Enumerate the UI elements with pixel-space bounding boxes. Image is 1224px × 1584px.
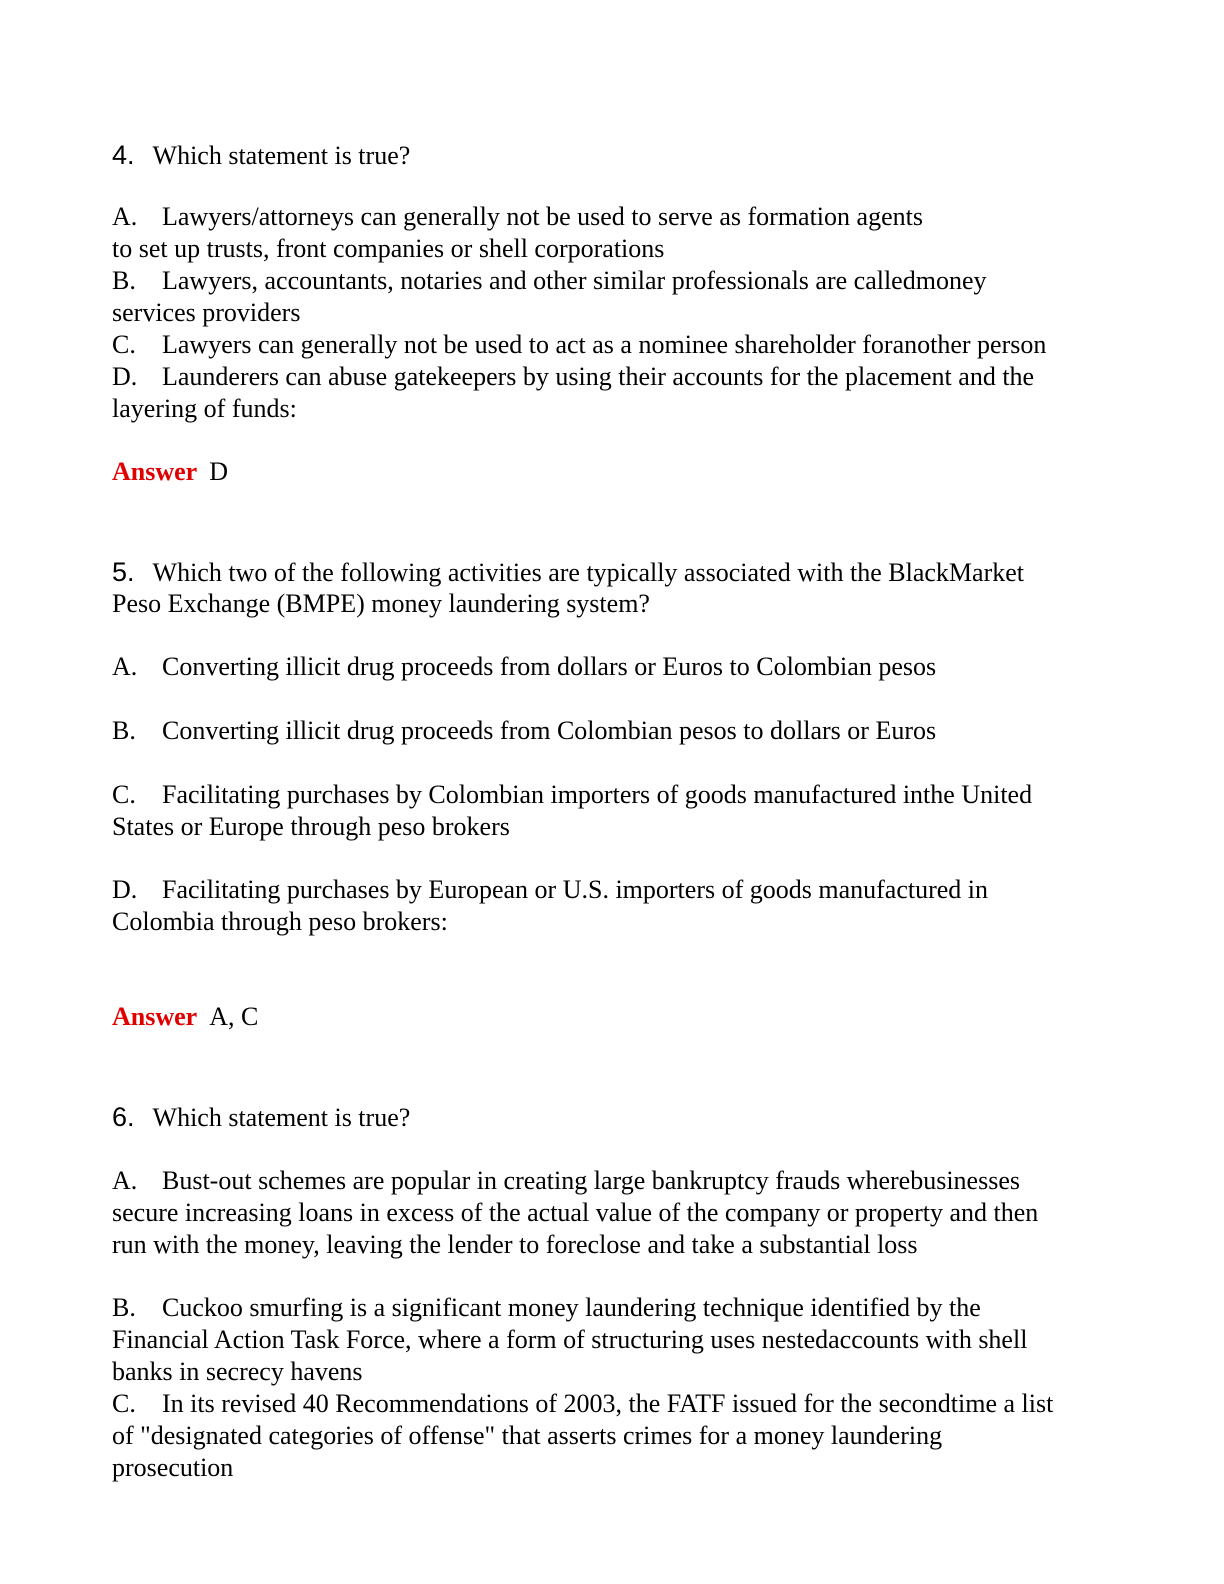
question-6-option-c-cont-2	[112, 1452, 233, 1484]
question-number: 4.	[112, 140, 135, 170]
question-number: 6.	[112, 1102, 135, 1132]
question-5-option-a	[112, 651, 936, 683]
option-text: Converting illicit drug proceeds from Colombian pesos to dollars or Euros	[162, 716, 937, 745]
question-6-option-b-cont-2	[112, 1356, 363, 1388]
option-text: States or Europe through peso brokers	[112, 812, 510, 841]
question-4-option-a	[112, 201, 923, 233]
question-5-option-c-cont	[112, 811, 510, 843]
option-letter: B.	[112, 266, 136, 295]
question-6-option-b-cont-1	[112, 1324, 1027, 1356]
answer-label: Answer	[112, 1002, 198, 1031]
question-6-option-b	[112, 1292, 981, 1324]
option-text: Cuckoo smurfing is a significant money laundering technique identified by the	[162, 1293, 981, 1322]
option-letter: C.	[112, 330, 136, 359]
question-6-option-c-cont-1	[112, 1420, 942, 1452]
question-5-option-c	[112, 779, 1032, 811]
question-5-stem	[112, 556, 1024, 589]
question-5-option-b	[112, 715, 936, 747]
answer-value: D	[209, 457, 228, 486]
question-5-option-d-cont	[112, 906, 448, 938]
question-text: Which statement is true?	[152, 141, 411, 170]
option-letter: A.	[112, 652, 138, 681]
option-text: Financial Action Task Force, where a form of structuring uses nestedaccounts with shell	[112, 1325, 1028, 1354]
question-4-stem	[112, 139, 410, 172]
question-6-option-a-cont-1	[112, 1197, 1038, 1229]
option-text: secure increasing loans in excess of the actual value of the company or property and then	[112, 1198, 1039, 1227]
option-text: Lawyers, accountants, notaries and other similar professionals are calledmoney	[162, 266, 987, 295]
question-6-stem	[112, 1101, 410, 1134]
answer-value: A, C	[209, 1002, 259, 1031]
answer-label: Answer	[112, 457, 198, 486]
question-4-option-d-cont	[112, 393, 297, 425]
option-letter: D.	[112, 875, 138, 904]
question-6-option-c	[112, 1388, 1053, 1420]
question-text: Which two of the following activities are typically associated with the BlackMarket	[152, 558, 1024, 587]
question-5-answer	[112, 1001, 258, 1033]
option-text: Lawyers can generally not be used to act as a nominee shareholder foranother person	[162, 330, 1047, 359]
option-letter: B.	[112, 1293, 136, 1322]
option-text: Facilitating purchases by European or U.S. importers of goods manufactured in	[162, 875, 989, 904]
question-5-stem-cont	[112, 588, 650, 620]
option-text: Converting illicit drug proceeds from dollars or Euros to Colombian pesos	[162, 652, 937, 681]
option-text: to set up trusts, front companies or shell corporations	[112, 234, 665, 263]
option-text: of "designated categories of offense" that asserts crimes for a money laundering	[112, 1421, 943, 1450]
question-6-option-a-cont-2	[112, 1229, 918, 1261]
question-4-option-c	[112, 329, 1046, 361]
question-4-option-d	[112, 361, 1034, 393]
question-6-option-a	[112, 1165, 1020, 1197]
option-letter: A.	[112, 202, 138, 231]
question-4-option-b-cont	[112, 297, 300, 329]
option-text: layering of funds:	[112, 394, 297, 423]
option-letter: B.	[112, 716, 136, 745]
question-5-option-d	[112, 874, 988, 906]
option-letter: C.	[112, 780, 136, 809]
question-4-option-a-cont	[112, 233, 664, 265]
option-text: services providers	[112, 298, 301, 327]
option-text: Bust-out schemes are popular in creating large bankruptcy frauds wherebusinesses	[162, 1166, 1020, 1195]
question-4-option-b	[112, 265, 986, 297]
option-text: Lawyers/attorneys can generally not be used to serve as formation agents	[162, 202, 923, 231]
option-text: Facilitating purchases by Colombian importers of goods manufactured inthe United	[162, 780, 1033, 809]
question-4-answer	[112, 456, 228, 488]
question-number: 5.	[112, 557, 135, 587]
option-text: Launderers can abuse gatekeepers by using their accounts for the placement and the	[162, 362, 1035, 391]
question-text: Which statement is true?	[152, 1103, 411, 1132]
option-text: prosecution	[112, 1453, 234, 1482]
option-text: banks in secrecy havens	[112, 1357, 363, 1386]
option-text: Colombia through peso brokers:	[112, 907, 448, 936]
option-text: run with the money, leaving the lender to foreclose and take a substantial loss	[112, 1230, 918, 1259]
option-letter: A.	[112, 1166, 138, 1195]
question-text: Peso Exchange (BMPE) money laundering system?	[112, 589, 650, 618]
option-letter: D.	[112, 362, 138, 391]
option-letter: C.	[112, 1389, 136, 1418]
option-text: In its revised 40 Recommendations of 2003, the FATF issued for the secondtime a list	[162, 1389, 1054, 1418]
